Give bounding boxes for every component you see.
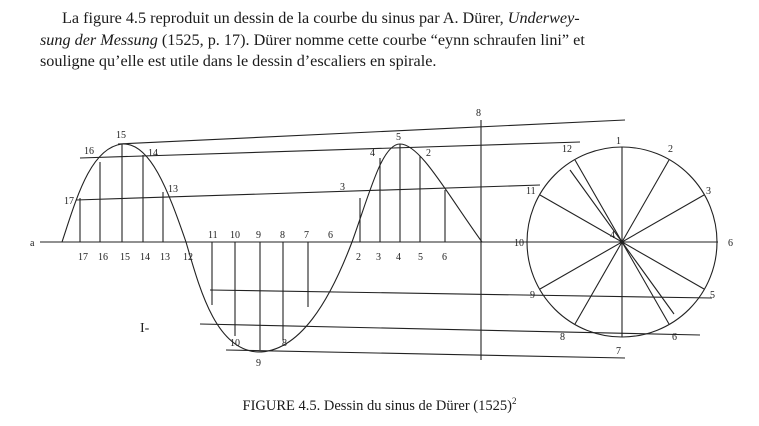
circle-label: 10 xyxy=(514,238,524,249)
axis-left-label: a xyxy=(30,238,35,249)
axis-tick-label: 16 xyxy=(98,252,108,263)
axis-right-label: 6 xyxy=(728,238,733,249)
axis-tick-label: 14 xyxy=(140,252,150,263)
trough-label: 9 xyxy=(256,230,261,241)
trough-label: 10 xyxy=(230,230,240,241)
construction-line xyxy=(76,185,540,200)
caption-footnote-mark: 2 xyxy=(511,396,517,406)
circle-label: 7 xyxy=(616,346,621,357)
trough-label: 7 xyxy=(304,230,309,241)
trough-label: 11 xyxy=(208,230,218,241)
axis-tick-label: 13 xyxy=(160,252,170,263)
curve-label: 16 xyxy=(84,146,94,157)
circle-label: 12 xyxy=(562,144,572,155)
curve-label: 5 xyxy=(396,132,401,143)
axis-tick-label: 3 xyxy=(376,252,381,263)
curve-label: 14 xyxy=(148,148,158,159)
body-paragraph xyxy=(40,8,752,73)
para-line1-start: La figure 4.5 reproduit un dessin de la courbe du sinus par A. Dürer, xyxy=(62,9,508,27)
axis-tick-label: 17 xyxy=(78,252,88,263)
curve-label: 3 xyxy=(340,182,345,193)
para-title-part1: Underwey- xyxy=(507,9,580,27)
circle-label: 6 xyxy=(672,332,677,343)
circle-label: 3 xyxy=(706,186,711,197)
axis-tick-label: 2 xyxy=(356,252,361,263)
circle-label: 2 xyxy=(668,144,673,155)
circle-label: 11 xyxy=(526,186,536,197)
top-marker-label: 8 xyxy=(476,108,481,119)
trough-label: 6 xyxy=(328,230,333,241)
circle-label: 9 xyxy=(530,290,535,301)
construction-line-top xyxy=(118,120,625,144)
para-line3: souligne qu’elle est utile dans le dessin d’escaliers en spirale. xyxy=(40,52,437,70)
figure-caption xyxy=(0,396,759,415)
axis-tick-label: 5 xyxy=(418,252,423,263)
construction-line xyxy=(200,324,700,335)
para-line2-rest: (1525, p. 17). Dürer nomme cette courbe “eynn schraufen lini” et xyxy=(157,30,585,49)
bottom-left-mark: I- xyxy=(140,321,150,336)
durer-sine-drawing xyxy=(0,100,759,385)
trough-label: 8 xyxy=(282,338,287,349)
axis-tick-label: 4 xyxy=(396,252,401,263)
circle-label: 4 xyxy=(610,230,615,241)
axis-tick-label: 12 xyxy=(183,252,193,263)
curve-label: 15 xyxy=(116,130,126,141)
curve-label: 17 xyxy=(64,196,74,207)
para-title-part2: sung der Messung xyxy=(40,30,158,49)
trough-label: 10 xyxy=(230,338,240,349)
caption-text: Dessin du sinus de Dürer (1525) xyxy=(320,397,512,414)
circle-label: 8 xyxy=(560,332,565,343)
trough-label: 9 xyxy=(256,358,261,369)
axis-tick-label: 6 xyxy=(442,252,447,263)
circle-label: 5 xyxy=(710,290,715,301)
construction-line-bottom xyxy=(226,350,625,358)
curve-label: 13 xyxy=(168,184,178,195)
trough-label: 8 xyxy=(280,230,285,241)
circle-label: 1 xyxy=(616,136,621,147)
curve-label: 4 xyxy=(370,148,375,159)
axis-tick-label: 15 xyxy=(120,252,130,263)
caption-label: FIGURE 4.5. xyxy=(242,397,321,414)
construction-line xyxy=(210,290,712,298)
sine-curve xyxy=(62,144,482,352)
curve-label: 2 xyxy=(426,148,431,159)
